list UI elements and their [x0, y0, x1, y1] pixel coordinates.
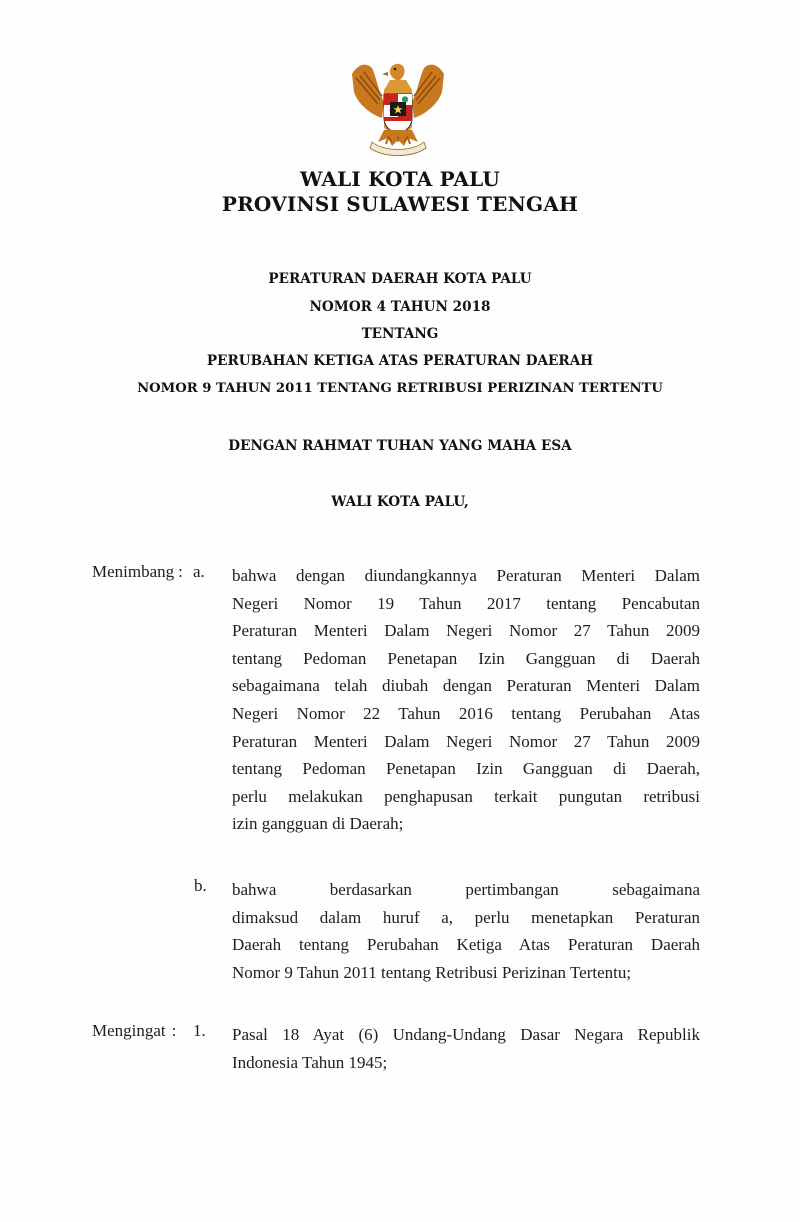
invocation: DENGAN RAHMAT TUHAN YANG MAHA ESA: [228, 438, 572, 454]
text-line: Peraturan Menteri Dalam Negeri Nomor 27 Tahun 2009: [232, 621, 700, 641]
mengingat-label: [92, 1021, 176, 1041]
regulation-subject-line2: NOMOR 9 TAHUN 2011 TENTANG RETRIBUSI PERIZINAN TERTENTU: [137, 381, 663, 396]
mengingat-section: [0, 1021, 800, 1081]
section-label-text: Mengingat: [92, 1021, 166, 1040]
text-line: Negeri Nomor 19 Tahun 2017 tentang Pencabutan: [232, 593, 700, 613]
issuer-title: WALI KOTA PALU: [300, 167, 500, 191]
consideration-b: [232, 876, 700, 986]
item-marker: 1.: [193, 1021, 206, 1040]
province-title: PROVINSI SULAWESI TENGAH: [221, 192, 579, 216]
regulation-subject-line1: PERUBAHAN KETIGA ATAS PERATURAN DAERAH: [206, 353, 594, 369]
text-line: Pasal 18 Ayat (6) Undang-Undang Dasar Negara Republik: [232, 1025, 700, 1044]
garuda-emblem-icon: [344, 56, 452, 160]
text-line: perlu melakukan penghapusan terkait pungutan retribusi: [232, 786, 700, 806]
text-line: dimaksud dalam huruf a, perlu menetapkan Peraturan: [232, 907, 700, 927]
item-marker: a.: [193, 562, 205, 581]
item-marker: b.: [194, 876, 207, 895]
text-line: Indonesia Tahun 1945;: [232, 1052, 388, 1072]
text-line: izin gangguan di Daerah;: [232, 814, 404, 834]
menimbang-label: [92, 562, 183, 582]
regulation-number: NOMOR 4 TAHUN 2018: [309, 299, 491, 315]
text-line: bahwa dengan diundangkannya Peraturan Menteri Dalam: [232, 566, 700, 585]
regulation-about-label: TENTANG: [361, 326, 439, 342]
separator: :: [171, 1021, 177, 1040]
text-line: tentang Pedoman Penetapan Izin Gangguan di Daerah: [232, 648, 700, 668]
text-line: bahwa berdasarkan pertimbangan sebagaimana: [232, 880, 700, 899]
menimbang-item-b: [0, 876, 800, 996]
authority-line: WALI KOTA PALU,: [331, 494, 469, 510]
menimbang-section: [0, 562, 800, 862]
regulation-heading: PERATURAN DAERAH KOTA PALU: [268, 271, 532, 287]
text-line: tentang Pedoman Penetapan Izin Gangguan di Daerah,: [232, 759, 700, 779]
text-line: sebagaimana telah diubah dengan Peraturan Menteri Dalam: [232, 676, 700, 696]
text-line: Nomor 9 Tahun 2011 tentang Retribusi Perizinan Tertentu;: [232, 962, 632, 982]
text-line: Negeri Nomor 22 Tahun 2016 tentang Perubahan Atas: [232, 703, 700, 723]
consideration-a: [232, 562, 700, 838]
text-line: Peraturan Menteri Dalam Negeri Nomor 27 Tahun 2009: [232, 731, 700, 751]
separator: :: [178, 562, 183, 581]
text-line: Daerah tentang Perubahan Ketiga Atas Peraturan Daerah: [232, 935, 700, 955]
section-label-text: Menimbang: [92, 562, 175, 581]
legal-basis-1: [232, 1021, 700, 1076]
